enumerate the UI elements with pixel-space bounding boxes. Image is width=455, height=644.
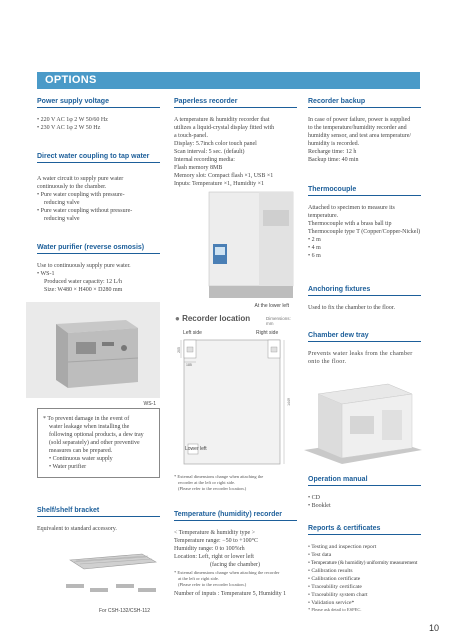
shelf-section (37, 507, 160, 533)
shelf-photo (62, 540, 160, 604)
text-line: (facing the chamber) (210, 562, 260, 568)
text-line: water leakage when installing the (49, 424, 130, 430)
left-side-label: Left side (183, 330, 202, 336)
text-line: Recharge time: 12 h (308, 149, 357, 155)
dimension-1449: 1449 (286, 398, 291, 406)
text-line: utilizes a liquid-crystal display fitted with (174, 125, 275, 131)
text-line: humidity sensor, and test area temperature/ (308, 133, 412, 139)
thermocouple-section (308, 186, 421, 260)
text-line: < Temperature & humidity type > (174, 530, 256, 536)
list-item: • Traceability system chart (308, 591, 421, 599)
text-line: continuously to the chamber. (37, 184, 107, 190)
chamber-illustration (203, 188, 299, 302)
operation-manual-section (308, 476, 421, 510)
list-item: • 220 V AC 1φ 2 W 50/60 Hz (37, 116, 160, 124)
recorder-location-diagram (174, 312, 297, 472)
reports-heading: Reports & certificates (308, 525, 421, 535)
list-item: • Pure water coupling with pressure- (37, 191, 160, 199)
direct-coupling-body (37, 175, 160, 223)
text-line: * To prevent damage in the event of (43, 416, 130, 422)
power-supply-list (37, 116, 160, 132)
page-number: 10 (428, 623, 439, 633)
recorder-backup-body (308, 116, 421, 164)
operation-manual-heading: Operation manual (308, 476, 421, 486)
recorder-location-label: Recorder location (182, 314, 251, 323)
text-line: at the left or right side. (178, 576, 219, 581)
list-item: • Test data (308, 551, 421, 559)
text-line: temperature. (308, 213, 339, 219)
bullet-icon: ● (175, 314, 180, 323)
list-item: • 4 m (308, 244, 421, 252)
list-item: • Pure water coupling without pressure- (37, 207, 160, 215)
operation-manual-list (308, 494, 421, 510)
temperature-recorder-heading: Temperature (humidity) recorder (174, 511, 297, 521)
dew-tray-illustration (300, 380, 424, 466)
list-item: • 2 m (308, 236, 421, 244)
list-item: • 6 m (308, 252, 421, 260)
text-line: Location: Left, right or lower left (174, 554, 254, 560)
paperless-recorder-section (174, 98, 297, 188)
thermocouple-heading: Thermocouple (308, 186, 421, 196)
temperature-recorder-notes (174, 570, 297, 588)
text-line: Scan interval: 5 sec. (default) (174, 149, 245, 155)
water-purifier-section (37, 244, 160, 294)
shelf-text: Equivalent to standard accessory. (37, 526, 117, 532)
text-line: Humidity range: 0 to 100%rh (174, 546, 245, 552)
text-line: a touch-panel. (174, 133, 208, 139)
text-line: Attached to specimen to measure its (308, 205, 395, 211)
text-line: * External dimensions change when attaching the (174, 474, 264, 479)
text-line: In case of power failure, power is supplied (308, 117, 411, 123)
list-item: • Water purifier (43, 463, 154, 471)
options-title: OPTIONS (45, 74, 97, 86)
temperature-recorder-body (174, 529, 297, 569)
reports-list (308, 543, 421, 607)
text-line: recorder at the left or right side. (178, 480, 236, 485)
dimension-185: 185 (186, 363, 192, 367)
recorder-backup-section (308, 98, 421, 164)
text-line: onto the floor. (308, 359, 347, 365)
options-banner (37, 72, 420, 89)
text-line: Inputs: Temperature ×1, Humidity ×1 (174, 181, 265, 187)
list-item: • Temperature (& humidity) uniformity measurement (308, 559, 421, 567)
water-purifier-heading: Water purifier (reverse osmosis) (37, 244, 160, 254)
direct-coupling-heading: Direct water coupling to tap water (37, 153, 160, 163)
water-purifier-illustration (26, 302, 160, 398)
text-line: Thermocouple type T (Copper/Copper-Nickel) (308, 229, 421, 235)
direct-coupling-section (37, 153, 160, 223)
shelf-caption: For CSH-132/CSH-112 (99, 608, 151, 614)
text-line: (sold separately) and other preventive (49, 440, 140, 446)
shelf-illustration (62, 540, 160, 604)
list-item: • 230 V AC 1φ 2 W 50 Hz (37, 124, 160, 132)
number-of-inputs: Number of inputs : Temperature 5, Humidity 1 (174, 591, 287, 597)
anchoring-text: Used to fix the chamber to the floor. (308, 305, 395, 311)
text-line: Memory slot: Compact flash ×1, USB ×1 (174, 173, 274, 179)
text-line: A temperature & humidity recorder that (174, 117, 270, 123)
dew-tray-heading: Chamber dew tray (308, 332, 421, 342)
text-line: Internal recording media: (174, 157, 235, 163)
text-line: Display: 5.7inch color touch panel (174, 141, 257, 147)
anchoring-section (308, 286, 421, 312)
list-item: • Booklet (308, 502, 421, 510)
text-line: Use to continuously supply pure water. (37, 263, 131, 269)
text-line: Prevents water leaks from the chamber (308, 351, 413, 357)
text-line: Size: W480 × H400 × D280 mm (44, 287, 123, 293)
reports-footnote: * Please ask detail to ESPEC. (308, 607, 362, 612)
recorder-backup-heading: Recorder backup (308, 98, 421, 108)
dimension-205: 205 (176, 347, 181, 353)
anchoring-heading: Anchoring fixtures (308, 286, 421, 296)
location-notes (174, 474, 297, 492)
list-item: • Calibration results (308, 567, 421, 575)
paperless-recorder-heading: Paperless recorder (174, 98, 297, 108)
dew-tray-body (308, 350, 421, 366)
dimensions-unit: Dimensions: mm (266, 316, 291, 326)
text-line: humidity is recorded. (308, 141, 360, 147)
ws1-caption: WS-1 (143, 401, 156, 407)
list-item: • WS-1 (37, 270, 160, 278)
dew-tray-photo (300, 380, 424, 466)
list-item: • Calibration certificate (308, 575, 421, 583)
list-item: • Continuous water supply (43, 455, 154, 463)
thermocouple-body (308, 204, 421, 260)
water-purifier-body (37, 262, 160, 294)
power-supply-heading: Power supply voltage (37, 98, 160, 108)
reports-section (308, 525, 421, 613)
chamber-caption: At the lower left (254, 303, 289, 309)
paperless-recorder-body (174, 116, 297, 188)
text-line: A water circuit to supply pure water (37, 176, 124, 182)
text-line: measures can be prepared. (49, 448, 113, 454)
text-line: reducing valve (44, 216, 80, 222)
text-line: following optional products, a dew tray (49, 432, 144, 438)
text-line: Thermocouple with a brass ball tip (308, 221, 392, 227)
text-line: to the temperature/humidity recorder and (308, 125, 407, 131)
text-line: (Please refer to the recorder location.) (178, 582, 247, 587)
text-line: * External dimensions change when attaching the recorder (174, 570, 280, 575)
list-item: • Traceability certificate (308, 583, 421, 591)
column-1 (37, 98, 160, 132)
dew-tray-note (37, 408, 160, 478)
text-line: Flash memory 8MB (174, 165, 223, 171)
temperature-recorder-section (174, 511, 297, 598)
dew-tray-section (308, 332, 421, 366)
text-line: reducing valve (44, 200, 80, 206)
chamber-photo (203, 188, 299, 309)
ws1-photo (26, 302, 160, 407)
right-side-label: Right side (256, 330, 279, 336)
list-item: • Testing and inspection report (308, 543, 421, 551)
shelf-heading: Shelf/shelf bracket (37, 507, 160, 517)
lower-left-label: Lower left (185, 446, 207, 452)
text-line: (Please refer to the recorder location.) (178, 486, 247, 491)
text-line: Produced water capacity: 12 L/h (44, 279, 122, 285)
text-line: Backup time: 40 min (308, 157, 359, 163)
list-item: • CD (308, 494, 421, 502)
list-item: • Validation service* (308, 599, 421, 607)
text-line: Temperature range: −50 to +100°C (174, 538, 259, 544)
